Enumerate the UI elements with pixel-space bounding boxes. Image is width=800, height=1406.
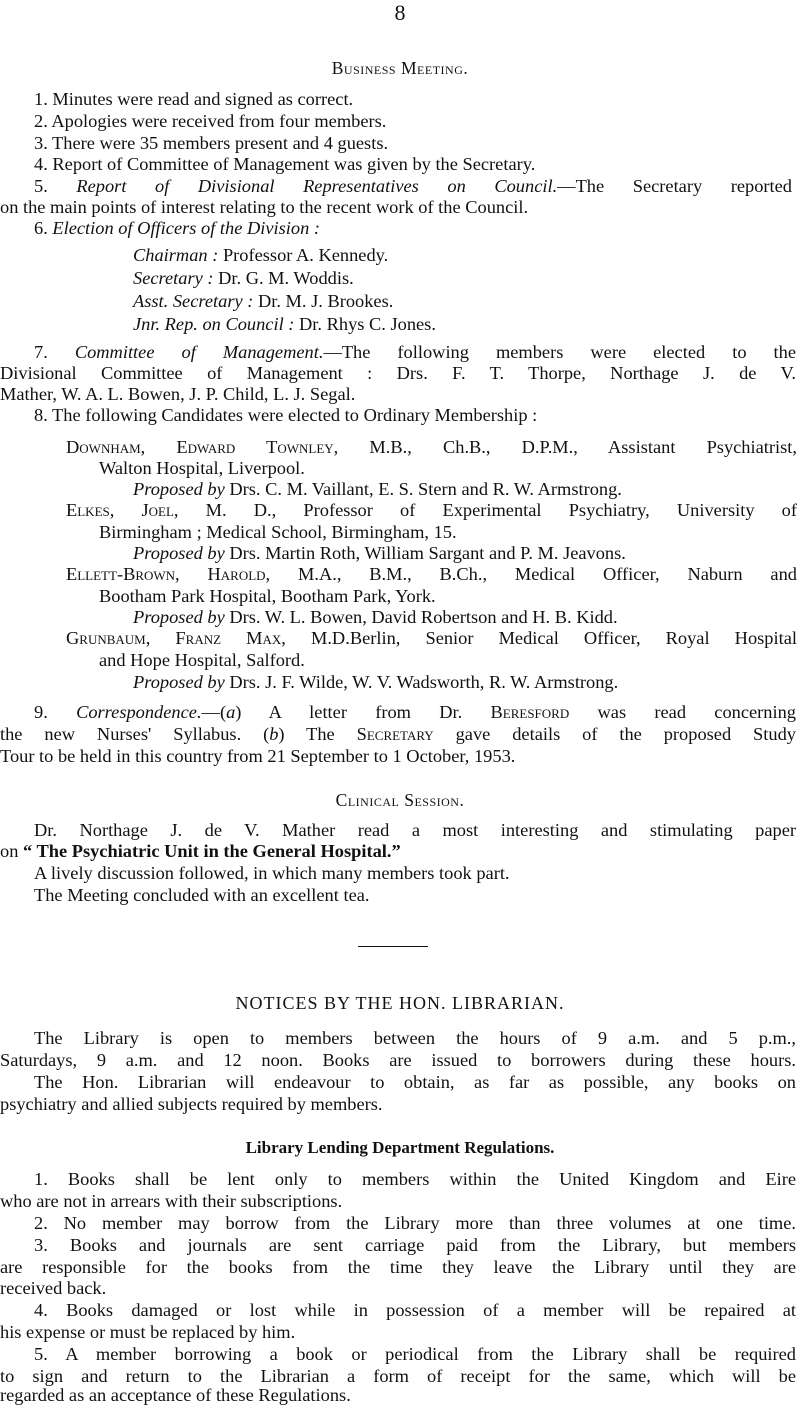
candidate-name: Ellett-Brown, Harold, xyxy=(66,564,271,584)
candidate-details: M.A., B.M., B.Ch., Medical Officer, Naburn and xyxy=(298,564,797,584)
officer-role: Chairman : xyxy=(133,245,219,265)
candidate-2-proposers xyxy=(0,542,800,564)
candidate-1-proposers xyxy=(0,478,800,500)
item-3: 3. There were 35 members present and 4 guests. xyxy=(34,133,389,153)
item-5-line-1 xyxy=(34,175,792,197)
item-9-line-3: Tour to be held in this country from 21 September to 1 October, 1953. xyxy=(0,746,516,766)
proposers-names: Drs. W. L. Bowen, David Robertson and H. B. Kidd. xyxy=(229,607,618,627)
item-5-title: Report of Divisional Representatives on Council. xyxy=(76,176,558,196)
item-7-title: Committee of Management. xyxy=(74,342,324,362)
proposers-names: Drs. Martin Roth, William Sargant and P. M. Jeavons. xyxy=(229,543,626,563)
item-7-line-3: Mather, W. A. L. Bowen, J. P. Child, L. J. Segal. xyxy=(0,384,356,404)
item-7-number: 7. xyxy=(34,342,75,362)
proposed-by-label: Proposed by xyxy=(133,543,225,563)
officer-name: Professor A. Kennedy. xyxy=(222,245,389,265)
section-divider xyxy=(358,946,428,947)
item-9-secretary: Secretary xyxy=(356,724,434,744)
officer-name: Dr. M. J. Brookes. xyxy=(257,291,394,311)
candidate-4-proposers xyxy=(0,671,800,693)
paper-title: “ The Psychiatric Unit in the General Hospital.” xyxy=(23,841,401,861)
notices-p1-line-1: The Library is open to members between the hours of 9 a.m. and 5 p.m., xyxy=(34,1028,796,1048)
regulation-5-line-1: 5. A member borrowing a book or periodical from the Library shall be required xyxy=(34,1344,796,1364)
item-2: 2. Apologies were received from four members. xyxy=(34,111,387,131)
candidate-3-proposers xyxy=(0,606,800,628)
officer-role: Secretary : xyxy=(133,268,214,288)
regulation-3-line-1: 3. Books and journals are sent carriage paid from the Library, but members xyxy=(34,1235,796,1255)
officer-name: Dr. Rhys C. Jones. xyxy=(299,314,436,334)
item-9-beresford: Beresford xyxy=(490,702,570,722)
candidate-3-line-2: Bootham Park Hospital, Bootham Park, York. xyxy=(99,586,436,606)
item-5-text: —The Secretary reported xyxy=(557,176,792,196)
officers-list xyxy=(0,244,800,336)
notices-p2-line-1: The Hon. Librarian will endeavour to obtain, as far as possible, any books on xyxy=(34,1072,796,1092)
officer-row xyxy=(133,313,800,336)
candidate-3-line-1 xyxy=(66,563,797,585)
item-9-text: gave details of the proposed Study xyxy=(433,724,796,744)
proposers-names: Drs. J. F. Wilde, W. V. Wadsworth, R. W. Armstrong. xyxy=(229,672,619,692)
candidate-4-line-2: and Hope Hospital, Salford. xyxy=(99,650,305,670)
item-9-text: was read concerning xyxy=(569,702,796,722)
officer-name: Dr. G. M. Woddis. xyxy=(218,268,354,288)
item-5-number: 5. xyxy=(34,176,77,196)
item-9-text: the new Nurses' Syllabus. ( xyxy=(0,724,270,744)
item-9-title: Correspondence. xyxy=(76,702,202,722)
page-number: 8 xyxy=(394,0,406,25)
item-8: 8. The following Candidates were elected to Ordinary Membership : xyxy=(34,405,538,425)
item-7-text: —The following members were elected to the xyxy=(323,342,796,362)
item-9-line-2 xyxy=(0,723,796,745)
candidate-2-line-2: Birmingham ; Medical School, Birmingham, 15. xyxy=(99,522,457,542)
clinical-text: on xyxy=(0,841,23,861)
candidate-2-line-1 xyxy=(66,499,797,521)
regulation-4-line-1: 4. Books damaged or lost while in possession of a member will be repaired at xyxy=(34,1300,796,1320)
regulation-1-line-1: 1. Books shall be lent only to members within the United Kingdom and Eire xyxy=(34,1169,796,1189)
regulation-4-line-2: his expense or must be replaced by him. xyxy=(0,1322,296,1342)
clinical-line-1: Dr. Northage J. de V. Mather read a most interesting and stimulating paper xyxy=(34,820,796,840)
regulation-2: 2. No member may borrow from the Library more than three volumes at one time. xyxy=(34,1213,796,1233)
clinical-line-3: A lively discussion followed, in which many members took part. xyxy=(34,863,510,883)
item-1: 1. Minutes were read and signed as correct. xyxy=(34,89,354,109)
item-7-line-2: Divisional Committee of Management : Drs. F. T. Thorpe, Northage J. de V. xyxy=(0,363,796,383)
clinical-session-heading: Clinical Session. xyxy=(335,790,465,810)
proposers-names: Drs. C. M. Vaillant, E. S. Stern and R. W. Armstrong. xyxy=(229,479,622,499)
item-9-text: ) The xyxy=(278,724,357,744)
proposed-by-label: Proposed by xyxy=(133,672,225,692)
notices-title: NOTICES BY THE HON. LIBRARIAN. xyxy=(235,993,565,1013)
regulations-heading: Library Lending Department Regulations. xyxy=(245,1138,555,1157)
officer-row xyxy=(133,267,800,290)
notices-p2-line-2: psychiatry and allied subjects required by members. xyxy=(0,1094,383,1114)
item-5-line-2: on the main points of interest relating to the recent work of the Council. xyxy=(0,197,529,217)
candidate-name: Grunbaum, Franz Max, xyxy=(66,628,286,648)
item-9-line-1 xyxy=(34,701,796,723)
officer-role: Jnr. Rep. on Council : xyxy=(133,314,295,334)
item-7-line-1 xyxy=(34,341,796,363)
officer-row xyxy=(133,290,800,313)
regulation-5-line-2: to sign and return to the Librarian a form of receipt for the same, which will be xyxy=(0,1366,796,1386)
regulation-5-line-3: regarded as an acceptance of these Regulations. xyxy=(0,1385,351,1405)
item-6 xyxy=(0,217,800,239)
officer-row xyxy=(133,244,800,267)
item-9-number: 9. xyxy=(34,702,77,722)
clinical-line-4: The Meeting concluded with an excellent tea. xyxy=(34,885,370,905)
regulation-1-line-2: who are not in arrears with their subscriptions. xyxy=(0,1191,343,1211)
item-4: 4. Report of Committee of Management was given by the Secretary. xyxy=(34,154,536,174)
item-9-text: ) A letter from Dr. xyxy=(235,702,491,722)
officer-role: Asst. Secretary : xyxy=(133,291,254,311)
item-6-number: 6. xyxy=(34,218,53,238)
candidate-details: M.B., Ch.B., D.P.M., Assistant Psychiatrist, xyxy=(369,437,797,457)
candidate-name: Elkes, Joel, xyxy=(66,500,179,520)
candidate-1-line-1 xyxy=(66,436,797,458)
candidate-4-line-1 xyxy=(66,627,797,649)
item-9-letter-b: b xyxy=(269,724,279,744)
notices-p1-line-2: Saturdays, 9 a.m. and 12 noon. Books are issued to borrowers during these hours. xyxy=(0,1050,796,1070)
clinical-line-2 xyxy=(0,840,800,862)
proposed-by-label: Proposed by xyxy=(133,607,225,627)
candidate-details: M. D., Professor of Experimental Psychiatry, University of xyxy=(205,500,797,520)
item-9-letter-a: a xyxy=(226,702,236,722)
item-9-text: —( xyxy=(201,702,227,722)
candidate-details: M.D.Berlin, Senior Medical Officer, Royal Hospital xyxy=(310,628,797,648)
candidate-1-line-2: Walton Hospital, Liverpool. xyxy=(99,458,305,478)
item-6-title: Election of Officers of the Division : xyxy=(52,218,321,238)
regulation-3-line-2: are responsible for the books from the time they leave the Library until they are xyxy=(0,1257,796,1277)
candidate-name: Downham, Edward Townley, xyxy=(66,437,339,457)
proposed-by-label: Proposed by xyxy=(133,479,225,499)
business-meeting-heading: Business Meeting. xyxy=(331,58,469,78)
regulation-3-line-3: received back. xyxy=(0,1278,107,1298)
